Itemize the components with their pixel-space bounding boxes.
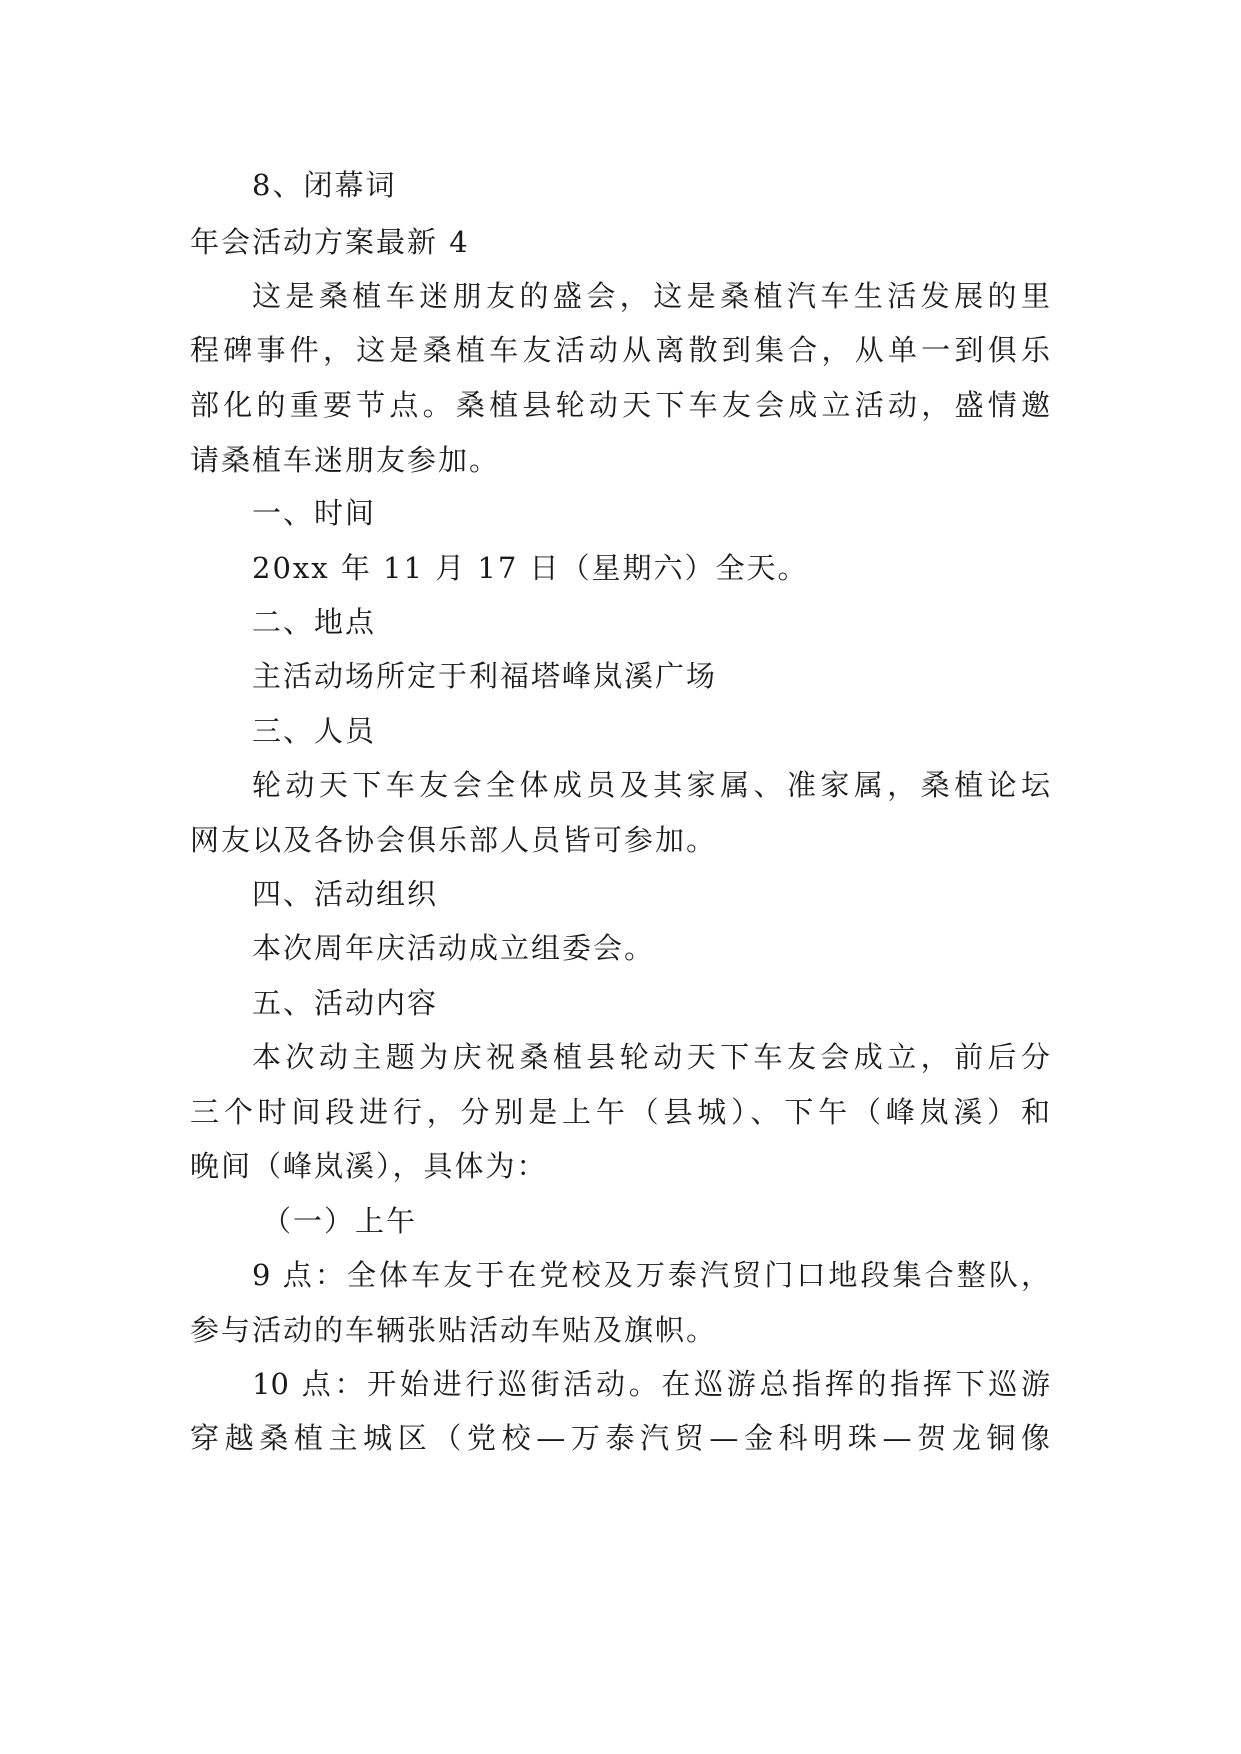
- schedule-10-line-2: 穿越桑植主城区（党校—万泰汽贸—金科明珠—贺龙铜像: [190, 1421, 1050, 1455]
- content-paragraph-line-1: 本次动主题为庆祝桑植县轮动天下车友会成立，前后分: [252, 1040, 1050, 1074]
- heading-time: 一、时间: [252, 496, 377, 530]
- personnel-detail-line-1: 轮动天下车友会全体成员及其家属、准家属，桑植论坛: [252, 768, 1050, 802]
- location-detail: 主活动场所定于利福塔峰岚溪广场: [252, 659, 718, 693]
- time-detail: 20xx 年 11 月 17 日（星期六）全天。: [252, 551, 809, 585]
- heading-content: 五、活动内容: [252, 986, 439, 1020]
- content-paragraph-line-3: 晚间（峰岚溪），具体为：: [190, 1149, 548, 1183]
- heading-location: 二、地点: [252, 605, 377, 639]
- schedule-9-line-2: 参与活动的车辆张贴活动车贴及旗帜。: [190, 1313, 718, 1347]
- content-paragraph-line-2: 三个时间段进行，分别是上午（县城）、下午（峰岚溪）和: [190, 1095, 1050, 1129]
- subheading-morning: （一）上午: [262, 1204, 418, 1238]
- organization-detail: 本次周年庆活动成立组委会。: [252, 931, 656, 965]
- intro-paragraph-line-2: 程碑事件，这是桑植车友活动从离散到集合，从单一到俱乐: [190, 333, 1050, 367]
- section-title: 年会活动方案最新 4: [190, 225, 470, 259]
- heading-personnel: 三、人员: [252, 714, 377, 748]
- intro-paragraph-line-1: 这是桑植车迷朋友的盛会，这是桑植汽车生活发展的里: [252, 279, 1050, 313]
- closing-speech-item: 8、闭幕词: [252, 168, 397, 202]
- schedule-9-line-1: 9 点：全体车友于在党校及万泰汽贸门口地段集合整队，: [252, 1258, 1050, 1292]
- heading-organization: 四、活动组织: [252, 877, 439, 911]
- schedule-10-line-1: 10 点：开始进行巡街活动。在巡游总指挥的指挥下巡游: [252, 1367, 1050, 1401]
- intro-paragraph-line-4: 请桑植车迷朋友参加。: [190, 443, 501, 477]
- personnel-detail-line-2: 网友以及各协会俱乐部人员皆可参加。: [190, 823, 718, 857]
- intro-paragraph-line-3: 部化的重要节点。桑植县轮动天下车友会成立活动，盛情邀: [190, 388, 1050, 422]
